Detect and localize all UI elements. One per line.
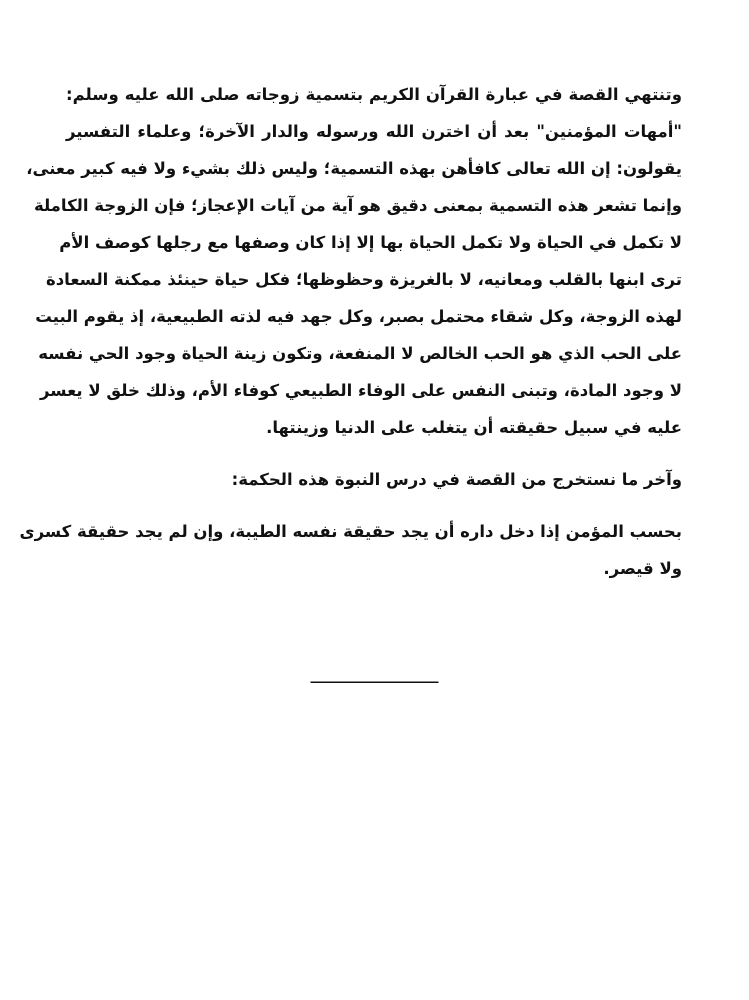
text-line: بحسب المؤمن إذا دخل داره أن يجد حقيقة نفسه الطيبة، وإن لم يجد حقيقة كسرى xyxy=(19,522,682,541)
text-line: ترى ابنها بالقلب ومعانيه، لا بالغريزة وحظوظها؛ فكل حياة حينئذ ممكنة السعادة xyxy=(45,270,682,289)
text-line: لا تكمل في الحياة ولا تكمل الحياة بها إلا إذا كان وصفها مع رجلها كوصف الأم xyxy=(59,233,682,252)
text-line: لا وجود المادة، وتبنى النفس على الوفاء الطبيعي كوفاء الأم، وذلك خلق لا يعسر xyxy=(40,381,682,400)
text-line: يقولون: إن الله تعالى كافأهن بهذه التسمية؛ وليس ذلك بشيء ولا فيه كبير معنى، xyxy=(26,159,682,178)
text-line: عليه في سبيل حقيقته أن يتغلب على الدنيا وزينتها. xyxy=(266,418,682,437)
paragraph-1 xyxy=(26,76,682,446)
section-separator: ________________ xyxy=(310,664,439,683)
text-line: وآخر ما نستخرج من القصة في درس النبوة هذه الحكمة: xyxy=(231,470,682,489)
paragraph-3 xyxy=(19,513,682,587)
document-body xyxy=(19,76,682,602)
text-line: ولا قيصر. xyxy=(603,559,682,578)
text-line: "أمهات المؤمنين" بعد أن اخترن الله ورسوله والدار الآخرة؛ وعلماء التفسير xyxy=(66,122,682,141)
text-line: وتنتهي القصة في عبارة القرآن الكريم بتسمية زوجاته صلى الله عليه وسلم: xyxy=(66,85,682,104)
text-line: لهذه الزوجة، وكل شقاء محتمل بصبر، وكل جهد فيه لذته الطبيعية، إذ يقوم البيت xyxy=(35,307,682,326)
text-line: وإنما تشعر هذه التسمية بمعنى دقيق هو آية من آيات الإعجاز؛ فإن الزوجة الكاملة xyxy=(33,196,682,215)
text-line: على الحب الذي هو الحب الخالص لا المنفعة، وتكون زينة الحياة وجود الحي نفسه xyxy=(38,344,682,363)
paragraph-2 xyxy=(66,461,682,498)
